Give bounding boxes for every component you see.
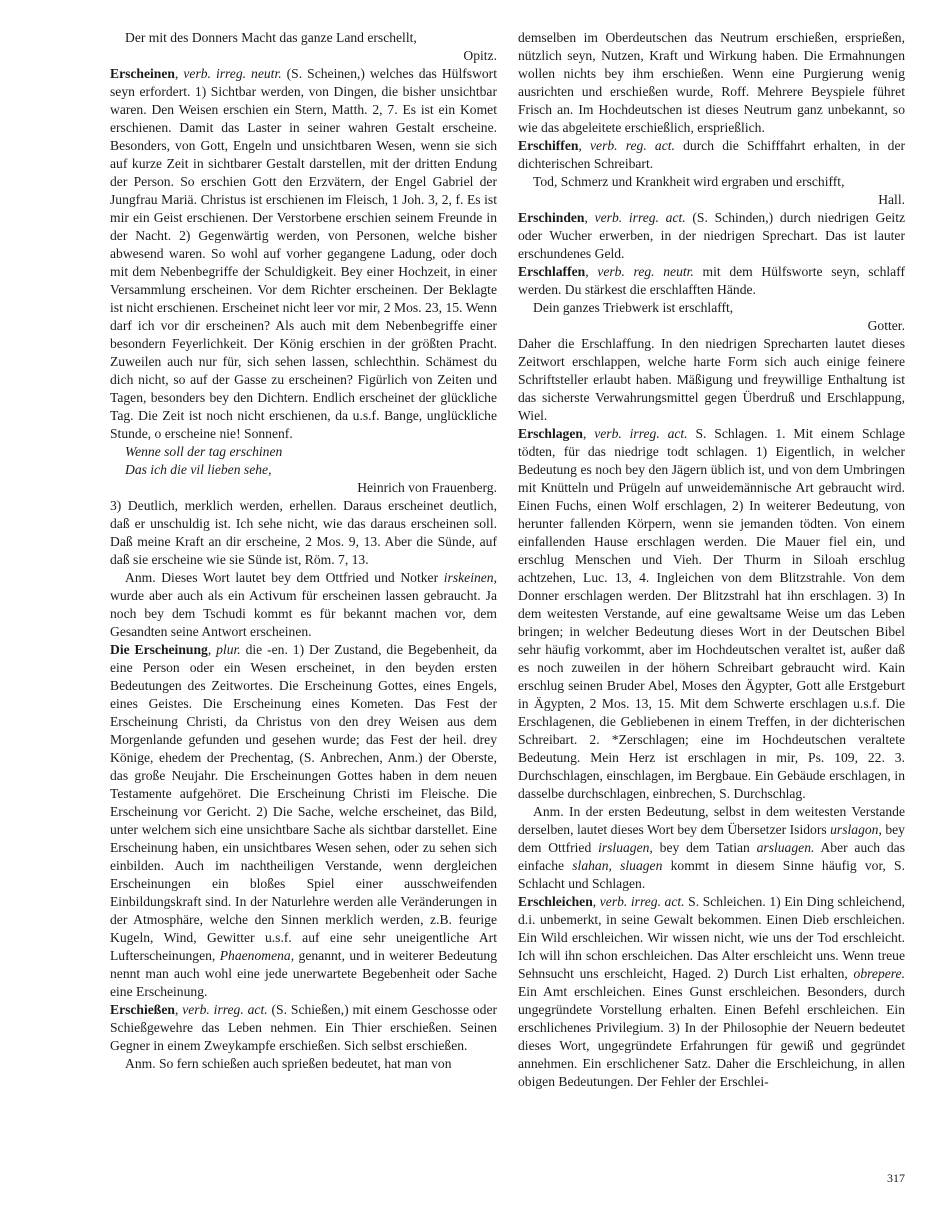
headword: Erschießen [110,1002,175,1017]
grammar-label: plur. [216,642,241,657]
headword: Erschlagen [518,426,583,441]
entry-text: genannt, und in weiterer Bedeutung nennt man auch wohl eine jede unerwartete Begebenheit oder Sache eine Erscheinung. [110,948,497,999]
entry-erscheinung: Die Erscheinung, plur. die -en. 1) Der Zustand, die Begebenheit, da eine Person oder ein Wesen erscheinet, in den beyden ersten Bedeutungen des Zeitwortes. Die Erscheinung Gottes, eines Engels, eines Geistes. Die Erscheinung eines Kometen. Das Fest der Erscheinung Christi, da Christus von den drey Weisen aus dem Morgenlande gefunden und gesehen wurde; das Fest der heil. drey Könige, ehedem der Prechentag, (S. Anbrechen, Anm.) der Oberste, das große Neujahr. Die Erscheinungen Gottes haben in dem neuen Testamente aufgehöret. Die Erscheinung Christi im Fleische. Die Erscheinung vor Gericht. 2) Die Sache, welche erscheinet, das Bild, unter welchem sich eine unsichtbare Sache als sichtbar darstellet. Eine Erscheinung haben, ein unsichtbares Wesen sehen, oder zu sehen sich einbilden. Auch im nachtheiligen Verstande, wenn dergleichen Erscheinungen ein bloßes Spiel einer ausschweifenden Einbildungskraft sind. In der Naturlehre werden alle Veränderungen in der Atmosphäre, welche den Sinnen merklich werden, z.B. feurige Kugeln, Wind, Gewitter u.s.f. auf eine sehr uneigentliche Art Lufterscheinungen, Phaenomena, genannt, und in weiterer Bedeutung nennt man auch wohl eine jede unerwartete Begebenheit oder Sache eine Erscheinung. [110,642,497,999]
entry-text: (S. Schießen,) mit einem Geschosse oder Schießgewehre das Leben nehmen. Ein Thier erschießen. Seinen Gegner in einem Zweykampfe erschießen. Sich selbst erschießen. [110,1002,498,1053]
entry-erschiessen: Erschießen, verb. irreg. act. (S. Schießen,) mit einem Geschosse oder Schießgewehre das Leben nehmen. Ein Thier erschießen. Seinen Gegner in einem Zweykampfe erschießen. Sich selbst erschießen. [110,1002,498,1053]
headword: Die Erscheinung [110,642,208,657]
entry-text: S. Schleichen. 1) Ein Ding schleichend, d.i. unbemerkt, in seine Gewalt bekommen. Einen Dieb erschleichen. Ein Wild erschleichen. Wir wissen nicht, wie uns der Tod erschleicht. Ich will ihn schon erschleichen. Das Alter erschleicht uns. Wenn treue Sehnsucht uns erschleicht, Haged. 2) Durch List erhalten, [518,894,906,981]
annotation-text: kommt in diesem Sinne häufig vor, S. Schlacht und Schlagen. [518,858,905,891]
grammar-label: verb. reg. neutr. [597,264,694,279]
annotation [518,803,905,893]
verse-line: Tod, Schmerz und Krankheit wird ergraben und erschifft, [533,174,845,189]
old-form: irsluagen, [598,840,653,855]
left-column [110,29,497,1073]
entry-text: demselben im Oberdeutschen das Neutrum erschießen, ersprießen, nützlich seyn, Nutzen, Kraft und Wirkung haben. Die Ermahnungen wollen nichts bey ihm erschießen. Wenn eine Purgierung wenig ausrichten und erschießen wurde, Roff. Mehrere Beyspiele führet Frisch an. Im Hochdeutschen ist dieses Neutrum ganz unbekannt, so wie das abgeleitete erschießlich, ersprießlich. [518,30,905,135]
grammar-label: verb. irreg. neutr. [183,66,282,81]
annotation-text: Aber auch das einfache [518,840,906,873]
headword: Erschinden [518,210,585,225]
right-column [518,29,905,1091]
annotation-text: Anm. In der ersten Bedeutung, selbst in dem weitesten Verstande derselben, lautet dieses Wort bey dem Übersetzer Isidors [518,804,905,837]
verse-source: Opitz. [463,48,497,63]
entry-erschinden: Erschinden, verb. irreg. act. (S. Schinden,) durch niedrigen Geitz oder Wucher erwerben, in der niedrigen Sprechart. Das ist lauter erschundenes Geld. [518,210,905,261]
grammar-label: verb. irreg. act. [594,210,686,225]
old-form: urslagon, [830,822,882,837]
entry-text: 3) Deutlich, merklich werden, erhellen. Daraus erscheinet deutlich, daß er unschuldig ist. Ich sehe nicht, wie das daraus erscheinen soll. Daß meine Kraft an dir erscheine, 2 Mos. 9, 13. Aber die Sünde, auf daß sie erscheine wie sie Sünde ist, Röm. 7, 13. [110,498,497,567]
entry-erschlagen: Erschlagen, verb. irreg. act. S. Schlagen. 1. Mit einem Schlage tödten, für das niedrige todt schlagen. 1) Eigentlich, in welcher Bedeutung es noch bey den Jägern üblich ist, und von dem Umbringen mit Knütteln und Prügeln auf unweidemännische Art gebraucht wird. Einen Fuchs, einen Wolf erschlagen, 2) In weiterer Bedeutung, von herunter fallenden Körpern, wenn sie jemanden tödten. Von einem einfallenden Hause erschlagen werden. Die Mauer fiel ein, und erschlug Menschen und Vieh. Der Thurm in Siloah erschlug achtzehen, Luc. 13, 4. Ingleichen von dem Blitzstrahle. Von dem Donner erschlagen werden. Der Blitzstrahl hat ihn erschlagen. 3) In dem weitesten Verstande, auf eine gewaltsame Weise um das Leben bringen; in welcher Bedeutung dieses Wort in der Deutschen Bibel sehr häufig vorkommt, aber im Hochdeutschen veraltet ist, außer daß es noch zuweilen in der höhern Schreibart gebraucht wird. Kain erschlug seinen Bruder Abel, Moses den Ägypter, Gott alle Erstgeburt in Ägypten, 2 Mos. 13, 15. Mit dem Schwerte erschlagen u.s.f. Die Erschlagenen, die Gebliebenen in einem Treffen, in der dichterischen Schreibart. 2. *Zerschlagen; eine im Hochdeutschen veraltete Bedeutung. Mein Herz ist erschlagen in mir, Ps. 109, 22. 3. Durchschlagen, einschlagen, im Bergbaue. Ein Gebäude erschlagen, in dasselbe durchschlagen, einbrechen, S. Durchschlag. [518,426,905,801]
verse-line: Das ich die vil lieben sehe, [125,462,272,477]
verse-source: Heinrich von Frauenberg. [357,480,497,495]
verse-line: Der mit des Donners Macht das ganze Land erschellt, [125,30,417,45]
grammar-label: verb. irreg. act. [182,1002,268,1017]
entry-text: die -en. 1) Der Zustand, die Begebenheit, da eine Person oder ein Wesen erscheinet, in den beyden ersten Bedeutungen des Zeitwortes. Die Erscheinung Gottes, eines Engels, eines Geistes. Die Erscheinung eines Kometen. Das Fest der Erscheinung Christi, da Christus von den drey Weisen aus dem Morgenlande gefunden und gesehen wurde; das Fest der heil. drey Könige, ehedem der Prechentag, (S. Anbrechen, Anm.) der Oberste, das große Neujahr. Die Erscheinungen Gottes haben in dem neuen Testamente aufgehöret. Die Erscheinung Christi im Fleische. Die Erscheinung vor Gericht. 2) Die Sache, welche erscheinet, das Bild, unter welchem sich eine unsichtbare Sache als sichtbar darstellet. Eine Erscheinung haben, ein unsichtbares Wesen sehen, oder zu sehen sich einbilden. Auch im nachtheiligen Verstande, wenn dergleichen Erscheinungen ein bloßes Spiel einer ausschweifenden Einbildungskraft sind. In der Naturlehre werden alle Veränderungen in der Atmosphäre, welche den Sinnen merklich werden, z.B. feurige Kugeln, Wind, Gewitter u.s.f. auf eine sehr uneigentliche Art Lufterscheinungen, [110,642,497,963]
headword: Erscheinen [110,66,175,81]
verse-line: Wenne soll der tag erschinen [125,444,283,459]
latin-term: Phaenomena, [219,948,295,963]
headword: Erschleichen [518,894,593,909]
grammar-label: verb. irreg. act. [599,894,685,909]
entry-text: durch die Schifffahrt erhalten, in der dichterischen Schreibart. [518,138,906,171]
verse-source: Hall. [878,192,905,207]
grammar-label: verb. reg. act. [590,138,675,153]
entry-text: S. Schlagen. 1. Mit einem Schlage tödten, für das niedrige todt schlagen. 1) Eigentlich, in welcher Bedeutung es noch bey den Jägern üblich ist, und von dem Umbringen mit Knütteln und Prügeln auf unweidemännische Art gebraucht wird. Einen Fuchs, einen Wolf erschlagen, 2) In weiterer Bedeutung, von herunter fallenden Körpern, wenn sie jemanden tödten. Von einem einfallenden Hause erschlagen werden. Die Mauer fiel ein, und erschlug Menschen und Vieh. Der Thurm in Siloah erschlug achtzehen, Luc. 13, 4. Ingleichen von dem Blitzstrahle. Von dem Donner erschlagen werden. Der Blitzstrahl hat ihn erschlagen. 3) In dem weitesten Verstande, auf eine gewaltsame Weise um das Leben bringen; in welcher Bedeutung dieses Wort in der Deutschen Bibel sehr häufig vorkommt, aber im Hochdeutschen veraltet ist, außer daß es noch zuweilen in der höhern Schreibart gebraucht wird. Kain erschlug seinen Bruder Abel, Moses den Ägypter, Gott alle Erstgeburt in Ägypten, 2 Mos. 13, 15. Mit dem Schwerte erschlagen u.s.f. Die Erschlagenen, die Gebliebenen in einem Treffen, in der dichterischen Schreibart. 2. *Zerschlagen; eine im Hochdeutschen veraltete Bedeutung. Mein Herz ist erschlagen in mir, Ps. 109, 22. 3. Durchschlagen, einschlagen, im Bergbaue. Ein Gebäude erschlagen, in dasselbe durchschlagen, einbrechen, S. Durchschlag. [518,426,905,801]
old-form: irskeinen, [443,570,497,585]
entry-erscheinen: Erscheinen, verb. irreg. neutr. (S. Scheinen,) welches das Hülfswort seyn erfordert. 1) Sichtbar werden, von Dingen, die bisher unsichtbar waren. Den Weisen erschien ein Stern, Matth. 2, 7. Es ist ein Komet erschienen. Damit das Laster in seiner wahren Gestalt erscheine. Besonders, von Gott, Engeln und unsichtbaren Wesen, wenn sie sich auf kurze Zeit in sichtbarer Gestalt darstellen, mit der dritten Endung der Person. So erschien Gott den Erzvätern, der Engel Gabriel der Jungfrau Mariä. Christus ist erschienen im Fleisch, 1 Joh. 3, 2, f. Es ist mir ein Geist erschienen. Der Verstorbene erschien seinem Freunde in der Nacht. 2) Gegenwärtig werden, von Personen, welche bisher abwesend waren. So wohl auf vorher gegangene Ladung, oder doch mit dem Nebenbegriffe der Schuldigkeit. Bey einer Hochzeit, in einer Versammlung erscheinen. Vor dem Richter erscheinen. Der Beklagte ist nicht erschienen. Erscheinet nicht leer vor mir, 2 Mos. 23, 15. Wenn darf ich vor dir erscheinen? Als auch mit dem Nebenbegriffe einer besondern Feyerlichkeit. Der König erschien in der größten Pracht. Zuweilen auch nur für, sich sehen lassen, schlechthin. Schämest du dich nicht, so auf der Gasse zu erscheinen? Figürlich von Zeiten und Tagen, besonders bey den Dichtern. Endlich erscheinet der glückliche Tag. Die Zeit ist noch nicht erschienen, da u.s.f. Bange, unglückliche Stunde, o erscheine nie! Sonnenf. [110,66,497,441]
entry-text: Daher die Erschlaffung. In den niedrigen Sprecharten lautet dieses Zeitwort erschlappen, welche harte Form sich auch einige feinere Schriftsteller erlaubt haben. Mäßigung und freywillige Enthaltung ist das sicherste Verwahrungsmittel gegen Überdruß und Erschlappung, Wiel. [518,336,905,423]
entry-erschleichen: Erschleichen, verb. irreg. act. S. Schleichen. 1) Ein Ding schleichend, d.i. unbemerkt, in seine Gewalt bekommen. Einen Dieb erschleichen. Ein Wild erschleichen. Wir wissen nicht, wie uns der Tod erschleicht. Ich will ihn schon erschleichen. Das Alter erschleicht uns. Wenn treue Sehnsucht uns erschleicht, Haged. 2) Durch List erhalten, obrepere. Ein Amt erschleichen. Eines Gunst erschleichen. Besonders, durch ungegründete Vorstellung erhalten. Einen Befehl erschleichen. Ein erschlichenes Privilegium. 3) In der Philosophie der Neuern bedeutet dieses Wort, ungegründete Erfahrungen für gewiß und gegründet annehmen. Ein erschlichener Satz. Daher die Erschleichung, in allen obigen Bedeutungen. Der Fehler der Erschlei- [518,894,906,1089]
headword: Erschlaffen [518,264,586,279]
annotation-text: bey dem Ottfried [518,822,905,855]
entry-erschiffen: Erschiffen, verb. reg. act. durch die Schifffahrt erhalten, in der dichterischen Schreibart. [518,138,906,171]
old-form: slahan, sluagen [572,858,663,873]
entry-erschlaffen: Erschlaffen, verb. reg. neutr. mit dem Hülfsworte seyn, schlaff werden. Du stärkest die erschlafften Hände. [518,264,906,297]
annotation-text: bey dem Tatian [659,840,750,855]
headword: Erschiffen [518,138,579,153]
page-number: 317 [887,1171,905,1185]
grammar-label: verb. irreg. act. [594,426,688,441]
annotation-text: Anm. Dieses Wort lautet bey dem Ottfried und Notker [125,570,439,585]
verse-line: Dein ganzes Triebwerk ist erschlafft, [533,300,734,315]
old-form: arsluagen. [756,840,815,855]
verse-source: Gotter. [867,318,905,333]
entry-text: mit dem Hülfsworte seyn, schlaff werden. Du stärkest die erschlafften Hände. [518,264,906,297]
latin-term: obrepere. [853,966,905,981]
entry-text: Ein Amt erschleichen. Eines Gunst erschleichen. Besonders, durch ungegründete Vorstellung erhalten. Einen Befehl erschleichen. Ein erschlichenes Privilegium. 3) In der Philosophie der Neuern bedeutet dieses Wort, ungegründete Erfahrungen für gewiß und gegründet annehmen. Ein erschlichener Satz. Daher die Erschleichung, in allen obigen Bedeutungen. Der Fehler der Erschlei- [518,984,905,1089]
annotation: Anm. So fern schießen auch sprießen bedeutet, hat man von [125,1056,452,1071]
annotation [110,569,497,641]
entry-text: (S. Schinden,) durch niedrigen Geitz oder Wucher erwerben, in der niedrigen Sprechart. Das ist lauter erschundenes Geld. [518,210,905,261]
entry-text: (S. Scheinen,) welches das Hülfswort seyn erfordert. 1) Sichtbar werden, von Dingen, die bisher unsichtbar waren. Den Weisen erschien ein Stern, Matth. 2, 7. Es ist ein Komet erschienen. Damit das Laster in seiner wahren Gestalt erscheine. Besonders, von Gott, Engeln und unsichtbaren Wesen, wenn sie sich auf kurze Zeit in sichtbarer Gestalt darstellen, mit der dritten Endung der Person. So erschien Gott den Erzvätern, der Engel Gabriel der Jungfrau Mariä. Christus ist erschienen im Fleisch, 1 Joh. 3, 2, f. Es ist mir ein Geist erschienen. Der Verstorbene erschien seinem Freunde in der Nacht. 2) Gegenwärtig werden, von Personen, welche bisher abwesend waren. So wohl auf vorher gegangene Ladung, oder doch mit dem Nebenbegriffe der Schuldigkeit. Bey einer Hochzeit, in einer Versammlung erscheinen. Vor dem Richter erscheinen. Der Beklagte ist nicht erschienen. Erscheinet nicht leer vor mir, 2 Mos. 23, 15. Wenn darf ich vor dir erscheinen? Als auch mit dem Nebenbegriffe einer besondern Feyerlichkeit. Der König erschien in der größten Pracht. Zuweilen auch nur für, sich sehen lassen, schlechthin. Schämest du dich nicht, so auf der Gasse zu erscheinen? Figürlich von Zeiten und Tagen, besonders bey den Dichtern. Endlich erscheinet der glückliche Tag. Die Zeit ist noch nicht erschienen, da u.s.f. Bange, unglückliche Stunde, o erscheine nie! Sonnenf. [110,66,497,441]
annotation-text: wurde aber auch als ein Activum für erscheinen lassen gebraucht. Ja noch bey dem Tschudi kommt es für bekannt machen vor, dem Gesandten seine Antwort erscheinen. [110,588,497,639]
